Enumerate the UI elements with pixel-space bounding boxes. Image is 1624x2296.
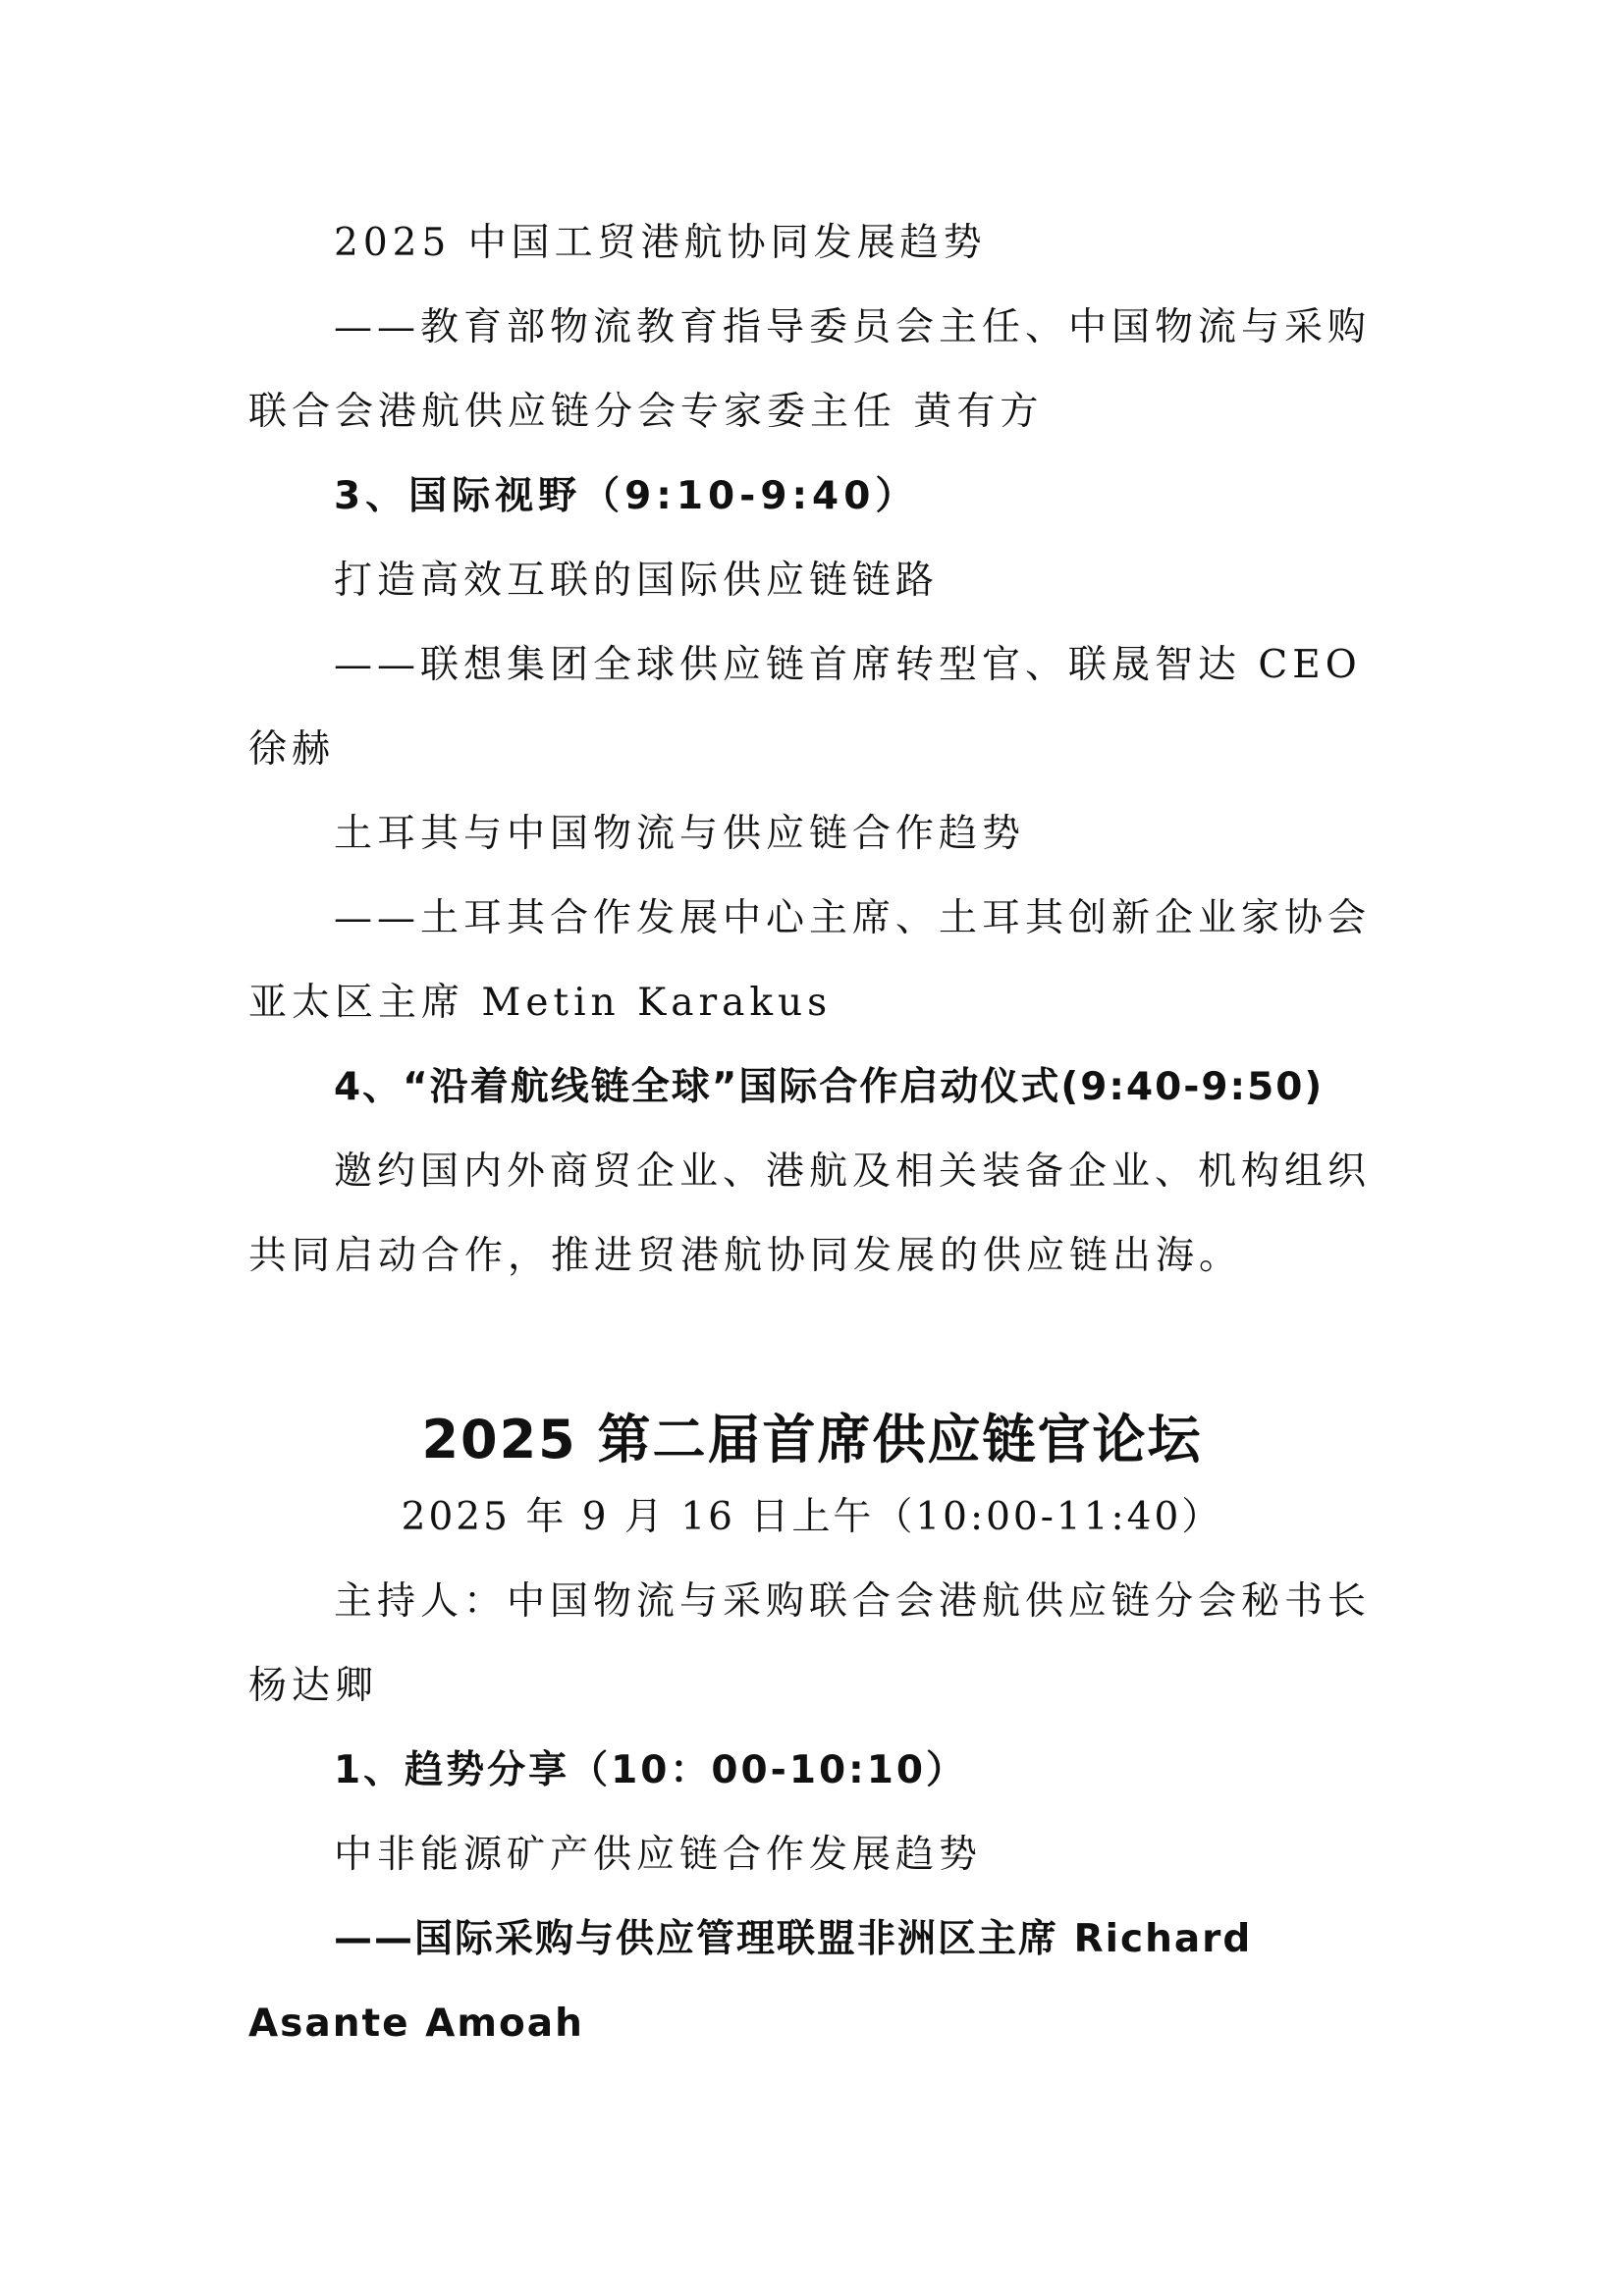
speaker-line-continued: 徐赫: [248, 727, 336, 772]
talk-title: 土耳其与中国物流与供应链合作趋势: [334, 812, 1026, 856]
speaker-line-continued: 联合会港航供应链分会专家委主任 黄有方: [248, 390, 1044, 434]
speaker-line: ——联想集团全球供应链首席转型官、联晟智达 CEO: [334, 643, 1362, 687]
talk-title: 中非能源矿产供应链合作发展趋势: [334, 1833, 983, 1877]
speaker-line: ——教育部物流教育指导委员会主任、中国物流与采购: [334, 305, 1372, 349]
paragraph-line: 邀约国内外商贸企业、港航及相关装备企业、机构组织: [334, 1149, 1372, 1194]
forum-date: 2025 年 9 月 16 日上午（10:00-11:40）: [401, 1495, 1223, 1539]
speaker-line: ——国际采购与供应管理联盟非洲区主席 Richard: [334, 1917, 1253, 1961]
talk-title: 打造高效互联的国际供应链链路: [334, 559, 940, 603]
host-line-continued: 杨达卿: [248, 1664, 379, 1708]
section-heading: 1、趋势分享（10：00-10:10）: [334, 1748, 968, 1792]
section-heading: 3、国际视野（9:10-9:40）: [334, 474, 919, 518]
section-heading: 4、“沿着航线链全球”国际合作启动仪式(9:40-9:50): [334, 1065, 1325, 1109]
speaker-line: ——土耳其合作发展中心主席、土耳其创新企业家协会: [334, 896, 1372, 940]
talk-title: 2025 中国工贸港航协同发展趋势: [334, 221, 987, 265]
speaker-line-continued: 亚太区主席 Metin Karakus: [248, 981, 833, 1025]
paragraph-line-continued: 共同启动合作，推进贸港航协同发展的供应链出海。: [248, 1234, 1243, 1278]
speaker-line-continued: Asante Amoah: [248, 2002, 584, 2046]
forum-title: 2025 第二届首席供应链官论坛: [421, 1409, 1203, 1470]
host-line: 主持人：中国物流与采购联合会港航供应链分会秘书长: [334, 1579, 1372, 1624]
